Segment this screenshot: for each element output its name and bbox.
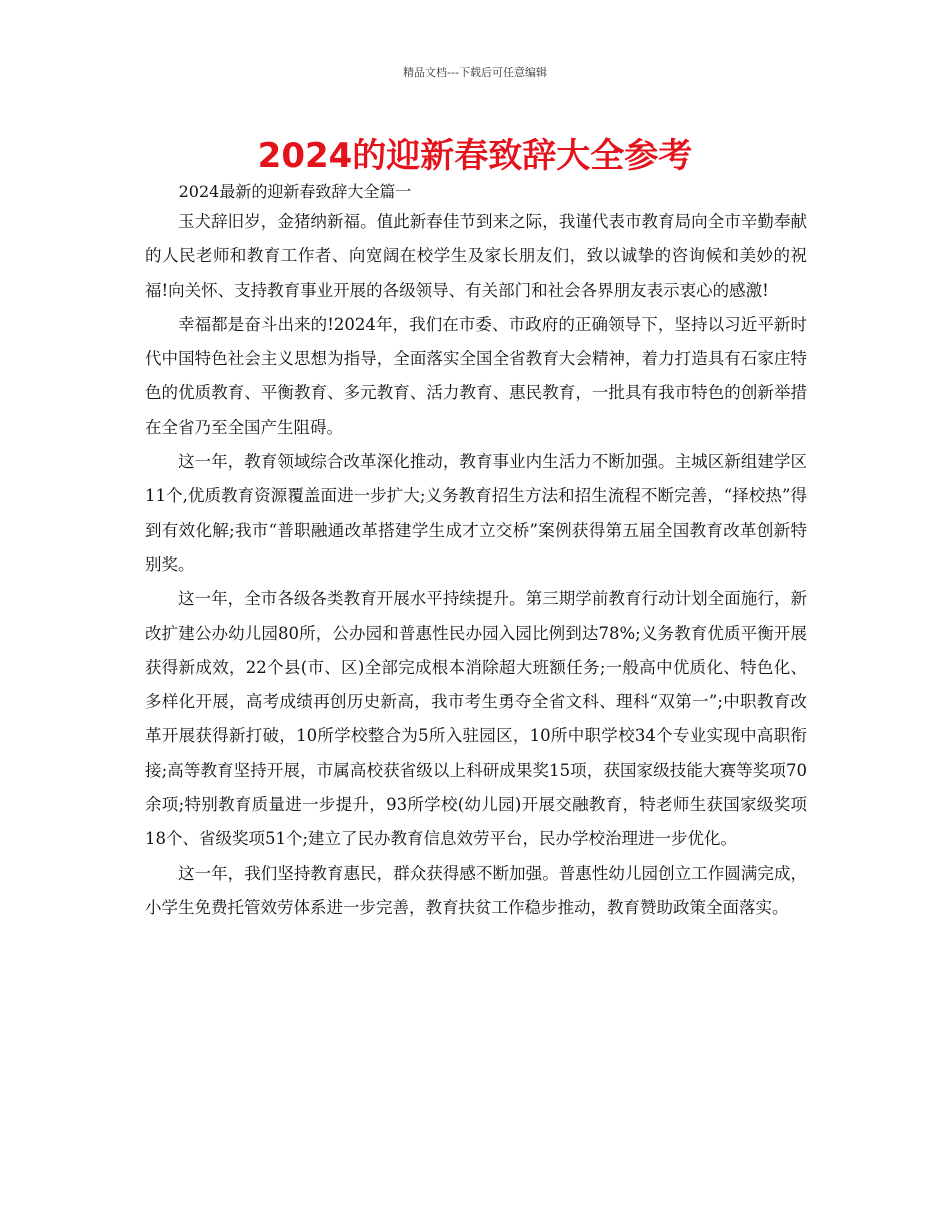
paragraph: 这一年，我们坚持教育惠民，群众获得感不断加强。普惠性幼儿园创立工作圆满完成，小学生免费托管效劳体系进一步完善，教育扶贫工作稳步推动，教育赞助政策全面落实。 bbox=[145, 863, 807, 917]
paragraph: 这一年，全市各级各类教育开展水平持续提升。第三期学前教育行动计划全面施行，新改扩建公办幼儿园80所，公办园和普惠性民办园入园比例到达78%;义务教育优质平衡开展获得新成效，22个县(市、区)全部完成根本消除超大班额任务;一般高中优质化、特色化、多样化开展，高考成绩再创历史新高，我市考生勇夺全省文科、理科“双第一”;中职教育改革开展获得新打破，10所学校整合为5所入驻园区，10所中职学校34个专业实现中高职衔接;高等教育坚持开展，市属高校获省级以上科研成果奖15项，获国家级技能大赛等奖项70余项;特别教育质量进一步提升，93所学校(幼儿园)开展交融教育，特老师生获国家级奖项18个、省级奖项51个;建立了民办教育信息效劳平台，民办学校治理进一步优化。 bbox=[145, 589, 807, 849]
paragraph: 这一年，教育领域综合改革深化推动，教育事业内生活力不断加强。主城区新组建学区11个,优质教育资源覆盖面进一步扩大;义务教育招生方法和招生流程不断完善，“择校热”得到有效化解;我市“普职融通改革搭建学生成才立交桥”案例获得第五届全国教育改革创新特别奖。 bbox=[145, 452, 807, 574]
paragraph: 玉犬辞旧岁，金猪纳新福。值此新春佳节到来之际，我谨代表市教育局向全市辛勤奉献的人民老师和教育工作者、向宽阔在校学生及家长朋友们，致以诚挚的咨询候和美妙的祝福!向关怀、支持教育事业开展的各级领导、有关部门和社会各界朋友表示衷心的感激! bbox=[145, 212, 807, 300]
document-title: 2024的迎新春致辞大全参考 bbox=[257, 136, 693, 176]
document-body bbox=[145, 179, 807, 925]
paragraph: 幸福都是奋斗出来的!2024年，我们在市委、市政府的正确领导下，坚持以习近平新时代中国特色社会主义思想为指导，全面落实全国全省教育大会精神，着力打造具有石家庄特色的优质教育、平衡教育、多元教育、活力教育、惠民教育，一批具有我市特色的创新举措在全省乃至全国产生阻碍。 bbox=[145, 314, 807, 437]
header-note: 精品文档---下载后可任意编辑 bbox=[403, 66, 547, 79]
section-subtitle: 2024最新的迎新春致辞大全篇一 bbox=[178, 182, 412, 201]
